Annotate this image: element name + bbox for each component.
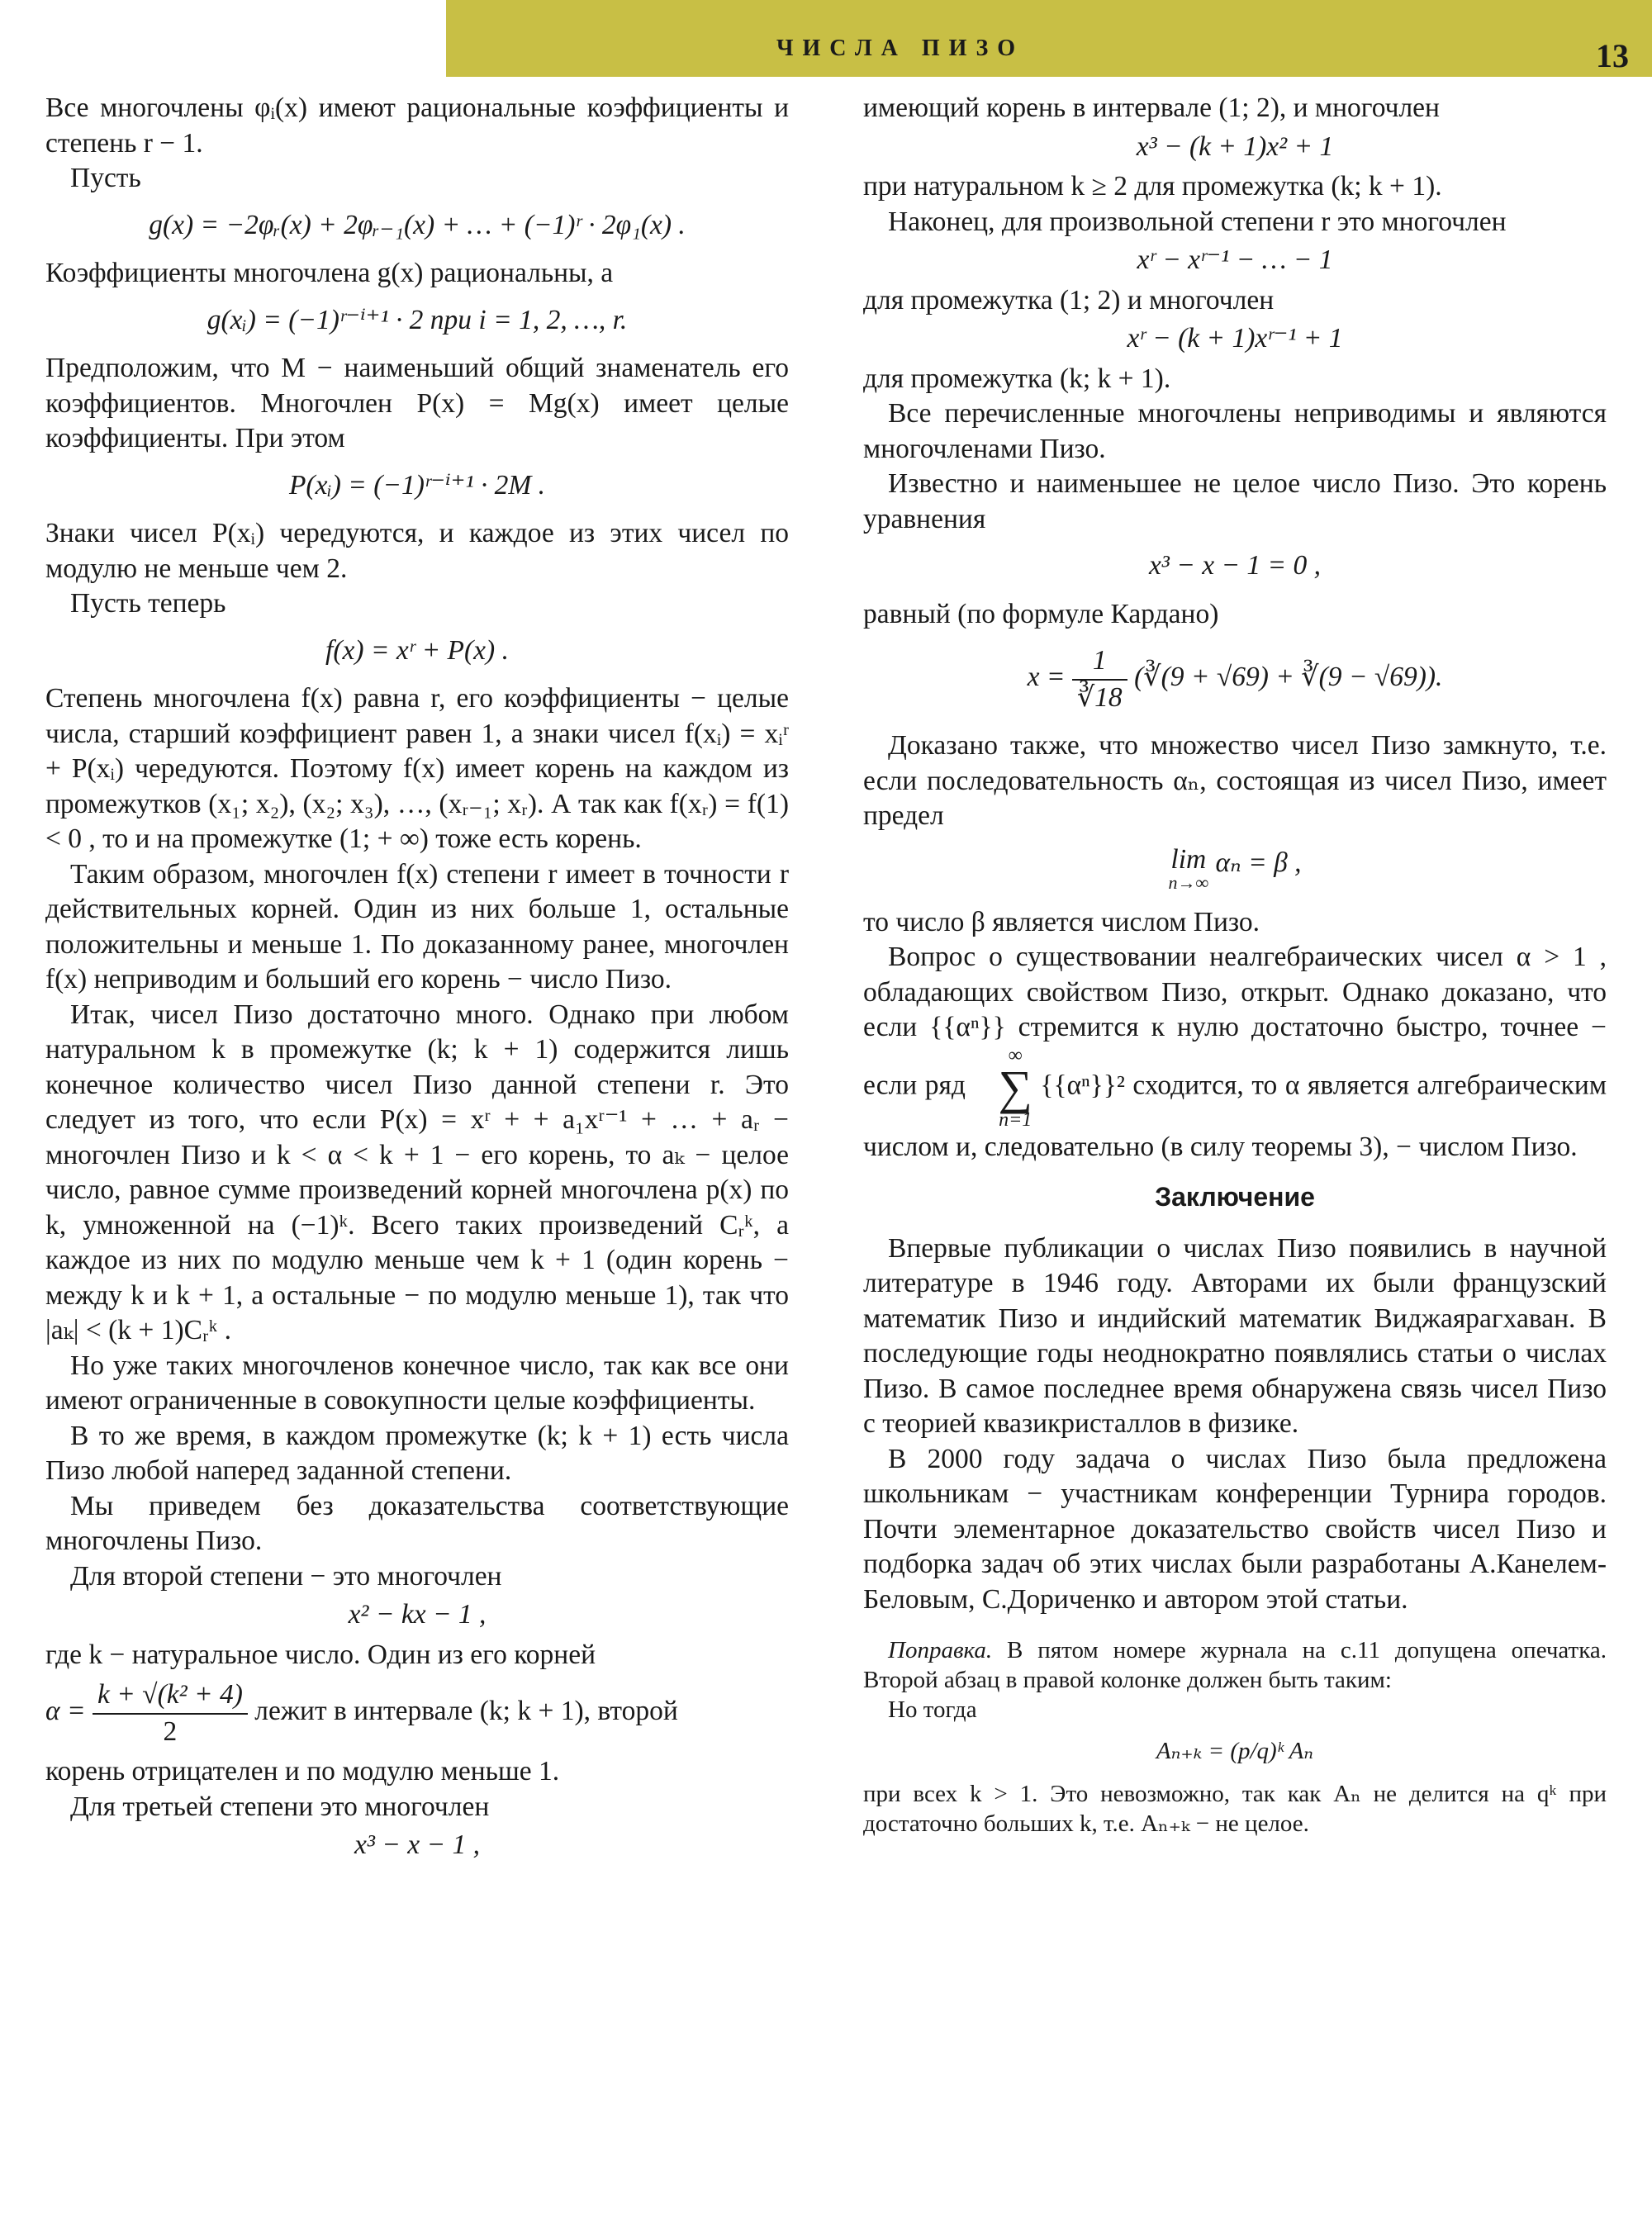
- fraction: [1072, 643, 1127, 715]
- paragraph: Пусть теперь: [70, 588, 226, 619]
- sum-lower: n=1: [999, 1108, 1032, 1131]
- paragraph: Для третьей степени это многочлен: [70, 1791, 490, 1822]
- left-column: [45, 91, 789, 1868]
- right-column: [863, 91, 1607, 1839]
- formula-tail: (∛(9 + √69) + ∛(9 − √69)).: [1134, 662, 1443, 693]
- formula: f(x) = xʳ + P(x) .: [325, 634, 509, 666]
- formula: x³ − (k + 1)x² + 1: [1136, 130, 1334, 162]
- paragraph: Коэффициенты многочлена g(x) рациональны, а: [45, 258, 614, 288]
- fraction-denominator: ∛18: [1076, 681, 1123, 713]
- formula: g(xᵢ) = (−1)ʳ⁻ⁱ⁺¹ · 2 при i = 1, 2, …, r.: [206, 304, 628, 335]
- paragraph: Все многочлены φᵢ(x) имеют рациональные коэффициенты и степень r − 1.: [45, 93, 789, 159]
- correction-text: В пятом номере журнала на с.11 допущена опечатка. Второй абзац в правой колонке должен быть таким:: [863, 1637, 1607, 1693]
- formula: P(xᵢ) = (−1)ʳ⁻ⁱ⁺¹ · 2M .: [288, 469, 546, 501]
- formula: x³ − x − 1 = 0 ,: [1148, 550, 1322, 581]
- formula: xʳ − (k + 1)xʳ⁻¹ + 1: [1127, 323, 1343, 354]
- paragraph: при натуральном k ≥ 2 для промежутка (k; k + 1).: [863, 171, 1442, 202]
- sigma-icon: ∑: [998, 1060, 1032, 1114]
- paragraph: Но уже таких многочленов конечное число, так как все они имеют ограниченные в совокупности целые коэффициенты.: [45, 1350, 789, 1416]
- limit-operator: [1168, 843, 1209, 893]
- fraction-numerator: k + √(k² + 4): [93, 1677, 248, 1715]
- paragraph: Пусть: [70, 163, 141, 193]
- paragraph: равный (по формуле Кардано): [863, 598, 1219, 629]
- paragraph-text: Вопрос о существовании неалгебраических чисел α > 1 , обладающих свойством Пизо, открыт. Однако доказано, что если {{αⁿ}} стремится к нулю достаточно быстро, точнее − если ряд: [863, 942, 1607, 1101]
- limit-subscript: n→∞: [1168, 871, 1209, 893]
- paragraph: Предположим, что M − наименьший общий знаменатель его коэффициентов. Многочлен P(x) = Mg(x) имеет целые коэффициенты. При этом: [45, 353, 789, 453]
- formula-tail: лежит в интервале (k; k + 1), второй: [254, 1696, 678, 1727]
- formula: Aₙ₊ₖ = (p/q)ᵏ Aₙ: [1156, 1738, 1314, 1764]
- paragraph: [863, 1635, 1607, 1695]
- correction-note: [863, 1635, 1607, 1839]
- paragraph: то число β является числом Пизо.: [863, 906, 1260, 937]
- paragraph: при всех k > 1. Это невозможно, так как Aₙ не делится на qᵏ при достаточно больших k, т.е. Aₙ₊ₖ − не целое.: [863, 1781, 1607, 1837]
- paragraph: где k − натуральное число. Один из его корней: [45, 1639, 596, 1670]
- paragraph: для промежутка (1; 2) и многочлен: [863, 284, 1275, 316]
- fraction-denominator: 2: [163, 1715, 178, 1747]
- formula-cardano: [863, 643, 1607, 715]
- formula-lhs: x =: [1027, 662, 1066, 693]
- paragraph: Доказано также, что множество чисел Пизо замкнуто, т.е. если последовательность αₙ, состоящая из чисел Пизо, имеет предел: [863, 730, 1607, 831]
- formula: xʳ − xʳ⁻¹ − … − 1: [1137, 244, 1333, 275]
- page-number: 13: [1596, 37, 1629, 74]
- paragraph: Знаки чисел P(xᵢ) чередуются, и каждое из этих чисел по модулю не меньше чем 2.: [45, 518, 789, 584]
- running-title: ЧИСЛА ПИЗО: [776, 36, 1025, 61]
- formula: x³ − x − 1 ,: [354, 1829, 480, 1860]
- paragraph: Наконец, для произвольной степени r это многочлен: [888, 206, 1507, 237]
- paragraph: Но тогда: [888, 1696, 977, 1723]
- formula-lhs: α =: [45, 1696, 86, 1727]
- limit-word: lim: [1170, 843, 1207, 875]
- formula-tail: αₙ = β ,: [1215, 847, 1302, 878]
- paragraph: Известно и наименьшее не целое число Пизо. Это корень уравнения: [863, 468, 1607, 534]
- sum-upper: ∞: [1008, 1044, 1023, 1066]
- paragraph: Итак, чисел Пизо достаточно много. Однако при любом натуральном k в промежутке (k; k + 1) содержится лишь конечное количество чисел Пизо данной степени r. Это следует из того, что если P(x) = xʳ + + a₁xʳ⁻¹ + … + aᵣ − многочлен Пизо и k < α < k + 1 − его корень, то aₖ − целое число, равное сумме произведений корней многочлена p(x) по k, умноженной на (−1)ᵏ. Всего таких произведений Cᵣᵏ, а каждое из них по модулю меньше чем k + 1 (один корень − между k и k + 1, а остальные − по модулю меньше 1), так что |aₖ| < (k + 1)Cᵣᵏ .: [45, 999, 789, 1345]
- formula-alpha: [45, 1677, 789, 1749]
- paragraph-text: {{αⁿ}}² сходится, то α является алгебраическим числом и, следовательно (в силу теоремы 3), − числом Пизо.: [863, 1070, 1607, 1162]
- paragraph: Для второй степени − это многочлен: [70, 1560, 502, 1592]
- header-bar: [446, 0, 1652, 77]
- paragraph: Впервые публикации о числах Пизо появились в научной литературе в 1946 году. Авторами их были французский математик Пизо и индийский математик Виджаярагхаван. В последующие годы неоднократно появлялись статьи о числах Пизо. В самое последнее время обнаружена связь чисел Пизо с теорией квазикристаллов в физике.: [863, 1232, 1607, 1439]
- paragraph: В то же время, в каждом промежутке (k; k + 1) есть числа Пизо любой наперед заданной степени.: [45, 1420, 789, 1486]
- paragraph: корень отрицателен и по модулю меньше 1.: [45, 1756, 560, 1787]
- paragraph: Степень многочлена f(x) равна r, его коэффициенты − целые числа, старший коэффициент равен 1, а знаки чисел f(xᵢ) = xᵢʳ + P(xᵢ) чередуются. Поэтому f(x) имеет корень на каждом из промежутков (x₁; x₂), (x₂; x₃), …, (xᵣ₋₁; xᵣ). А так как f(xᵣ) = f(1) < 0 , то и на промежутке (1; + ∞) тоже есть корень.: [45, 683, 789, 854]
- fraction: [93, 1677, 248, 1749]
- paragraph: В 2000 году задача о числах Пизо была предложена школьникам − участникам конференции Турнира городов. Почти элементарное доказательство свойств чисел Пизо и подборка задач об этих числах были разработаны А.Канелем-Беловым, С.Дориченко и автором этой статьи.: [863, 1443, 1607, 1615]
- sum-symbol: [974, 1046, 1032, 1130]
- section-title: Заключение: [1155, 1182, 1315, 1212]
- formula: x² − kx − 1 ,: [348, 1599, 487, 1630]
- paragraph: [863, 940, 1607, 1165]
- fraction-numerator: 1: [1072, 643, 1127, 681]
- formula: g(x) = −2φᵣ(x) + 2φᵣ₋₁(x) + … + (−1)ʳ · 2φ₁(x) .: [149, 209, 686, 240]
- paragraph: Мы приведем без доказательства соответствующие многочлены Пизо.: [45, 1490, 789, 1556]
- formula-limit: [863, 843, 1607, 893]
- paragraph: имеющий корень в интервале (1; 2), и многочлен: [863, 93, 1440, 123]
- paragraph: Таким образом, многочлен f(x) степени r имеет в точности r действительных корней. Один из них больше 1, остальные положительны и меньше 1. По доказанному ранее, многочлен f(x) неприводим и больший его корень − число Пизо.: [45, 858, 789, 994]
- paragraph: Все перечисленные многочлены неприводимы и являются многочленами Пизо.: [863, 398, 1607, 464]
- correction-label: Поправка.: [888, 1637, 993, 1663]
- paragraph: для промежутка (k; k + 1).: [863, 363, 1171, 394]
